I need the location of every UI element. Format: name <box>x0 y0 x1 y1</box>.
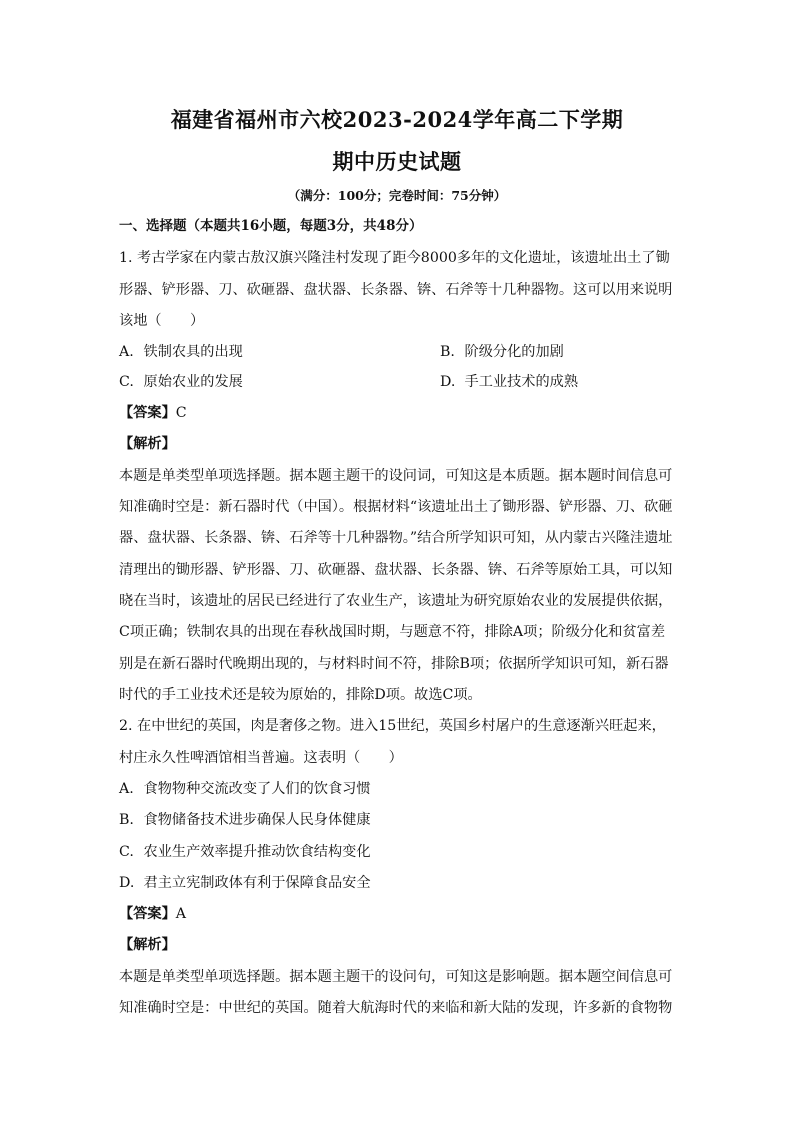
option-label: D. <box>119 875 135 891</box>
option-text: 阶级分化的加剧 <box>464 344 564 360</box>
q1-analysis-label: 【解析】 <box>119 436 176 452</box>
q1-option-a <box>119 342 243 362</box>
option-text: 手工业技术的成熟 <box>464 374 579 390</box>
option-label: D. <box>440 374 456 390</box>
q2-option-d <box>119 873 371 893</box>
q1-answer <box>119 403 679 423</box>
q1-analysis-line: 器、盘状器、长条器、锛、石斧等十几种器物。”结合所学知识可知，从内蒙古兴隆洼遗址 <box>119 530 673 546</box>
q1-analysis-line: 知准确时空是：新石器时代（中国）。根据材料“该遗址出土了锄形器、铲形器、刀、砍砸 <box>119 499 673 515</box>
option-text: 食物储备技术进步确保人民身体健康 <box>143 812 371 828</box>
q1-analysis-line: 清理出的锄形器、铲形器、刀、砍砸器、盘状器、长条器、锛、石斧等原始工具，可以知 <box>119 562 673 578</box>
option-label: A. <box>119 781 134 797</box>
q1-stem-line: 形器、铲形器、刀、砍砸器、盘状器、长条器、锛、石斧等十几种器物。这可以用来说明 <box>119 282 673 298</box>
q2-stem-line: 2. 在中世纪的英国，肉是奢侈之物。进入15世纪，英国乡村屠户的生意逐渐兴旺起来， <box>119 718 666 734</box>
option-label: C. <box>119 374 134 390</box>
document-title-line2: 期中历史试题 <box>332 149 462 174</box>
q1-analysis-line: 晓在当时，该遗址的居民已经进行了农业生产，该遗址为研究原始农业的发展提供依据， <box>119 593 673 609</box>
q2-answer <box>119 904 679 924</box>
q2-analysis-line: 知准确时空是：中世纪的英国。随着大航海时代的来临和新大陆的发现，许多新的食物物 <box>119 1000 673 1016</box>
q1-option-d <box>440 372 578 392</box>
option-text: 食物物种交流改变了人们的饮食习惯 <box>143 781 371 797</box>
q1-analysis-line: 别是在新石器时代晚期出现的，与材料时间不符，排除B项；依据所学知识可知，新石器 <box>119 656 669 672</box>
q1-analysis-line: C项正确；铁制农具的出现在春秋战国时期，与题意不符，排除A项；阶级分化和贫富差 <box>119 624 666 640</box>
option-label: C. <box>119 844 134 860</box>
option-text: 君主立宪制政体有利于保障食品安全 <box>143 875 371 891</box>
option-text: 农业生产效率提升推动饮食结构变化 <box>143 844 371 860</box>
option-label: B. <box>119 812 134 828</box>
q1-stem-line: 该地（ ） <box>119 313 205 329</box>
q2-option-c <box>119 842 371 862</box>
option-text: 原始农业的发展 <box>143 374 243 390</box>
q1-analysis-line: 时代的手工业技术还是较为原始的，排除D项。故选C项。 <box>119 687 482 703</box>
q2-option-a <box>119 779 371 799</box>
answer-label: 【答案】 <box>119 906 176 922</box>
q1-option-b <box>440 342 564 362</box>
q2-stem-line: 村庄永久性啤酒馆相当普遍。这表明（ ） <box>119 750 403 766</box>
answer-value: C <box>175 405 187 421</box>
q1-stem-line: 1. 考古学家在内蒙古敖汉旗兴隆洼村发现了距今8000多年的文化遗址，该遗址出土了锄 <box>119 250 670 266</box>
q2-option-b <box>119 810 371 830</box>
answer-value: A <box>175 906 187 922</box>
option-text: 铁制农具的出现 <box>143 344 243 360</box>
q1-option-c <box>119 372 243 392</box>
exam-info: （满分：100分；完卷时间：75分钟） <box>287 188 507 203</box>
document-title-line1: 福建省福州市六校2023-2024学年高二下学期 <box>170 107 624 132</box>
option-label: B. <box>440 344 455 360</box>
option-label: A. <box>119 344 134 360</box>
q2-analysis-label: 【解析】 <box>119 937 176 953</box>
section-heading: 一、选择题（本题共16小题，每题3分，共48分） <box>119 218 423 234</box>
q1-analysis-line: 本题是单类型单项选择题。据本题主题干的设问词，可知这是本质题。据本题时间信息可 <box>119 468 673 484</box>
answer-label: 【答案】 <box>119 405 176 421</box>
q2-analysis-line: 本题是单类型单项选择题。据本题主题干的设问句，可知这是影响题。据本题空间信息可 <box>119 969 673 985</box>
